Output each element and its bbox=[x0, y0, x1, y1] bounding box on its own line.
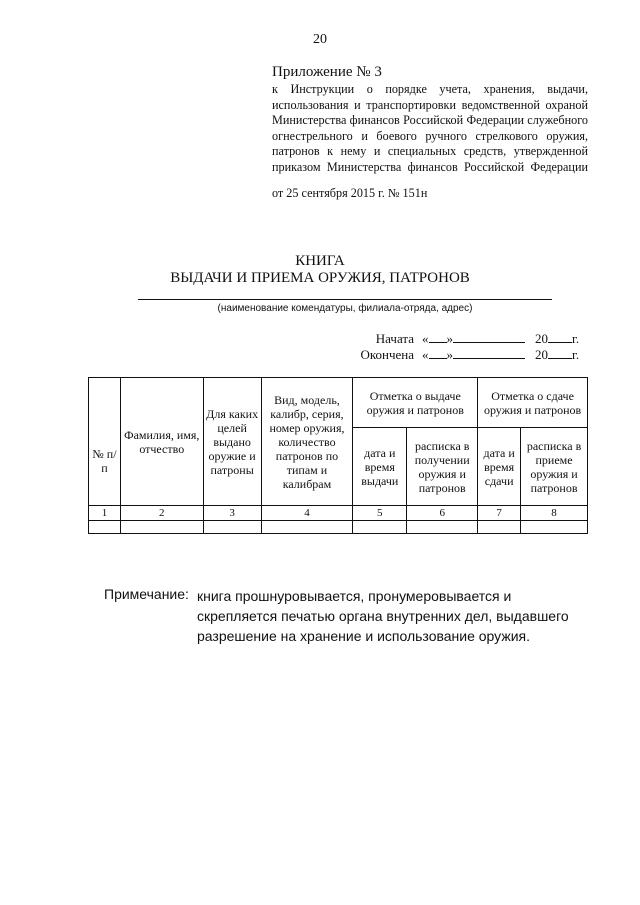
col-header-issue-datetime: дата и время выдачи bbox=[353, 428, 407, 506]
page-number: 20 bbox=[313, 32, 327, 47]
column-number: 8 bbox=[521, 506, 588, 521]
close-quote: » bbox=[446, 347, 453, 362]
col-header-name: Фамилия, имя, отчество bbox=[120, 378, 203, 506]
year-prefix: 20 bbox=[535, 331, 548, 346]
col-header-weapon: Вид, модель, калибр, серия, номер оружия, количество патронов по типам и калибрам bbox=[261, 378, 353, 506]
note-text: книга прошнуровывается, пронумеровывается и скрепляется печатью органа внутренних дел, выдавшего разрешение на хранение и использование оружия. bbox=[197, 588, 569, 644]
column-number: 4 bbox=[261, 506, 353, 521]
col-header-no: № п/п bbox=[89, 378, 121, 506]
column-number: 6 bbox=[407, 506, 478, 521]
table-cell bbox=[120, 521, 203, 534]
annex-date: от 25 сентября 2015 г. № 151н bbox=[272, 186, 428, 200]
table-cell bbox=[89, 521, 121, 534]
table-cell bbox=[407, 521, 478, 534]
table-cell bbox=[521, 521, 588, 534]
col-header-issue-receipt: расписка в получении оружия и патронов bbox=[407, 428, 478, 506]
table-cell bbox=[353, 521, 407, 534]
year-prefix: 20 bbox=[535, 347, 548, 362]
column-number: 3 bbox=[203, 506, 261, 521]
year-blank bbox=[548, 330, 572, 343]
finished-date-row bbox=[340, 346, 600, 363]
note-label: Примечание: bbox=[104, 586, 189, 602]
organization-name-line bbox=[138, 299, 552, 300]
table-cell bbox=[261, 521, 353, 534]
table-cell bbox=[478, 521, 521, 534]
column-number: 1 bbox=[89, 506, 121, 521]
col-header-purpose: Для каких целей выдано оружие и патроны bbox=[203, 378, 261, 506]
table-row bbox=[89, 521, 588, 534]
table-cell bbox=[203, 521, 261, 534]
column-number: 5 bbox=[353, 506, 407, 521]
organization-name-caption: (наименование комендатуры, филиала-отряда, адрес) bbox=[217, 303, 473, 314]
day-blank bbox=[429, 330, 447, 343]
annex-body: к Инструкции о порядке учета, хранения, выдачи, использования и транспортировки ведомственной охраной Министерства финансов Российской Федерации служебного огнестрельного и боевого ручного стрелкового оружия, патронов к нему и специальных средств, утвержденной приказом Министерства финансов Российской Федерации bbox=[272, 82, 588, 174]
book-title: КНИГА bbox=[295, 253, 345, 269]
column-number-row bbox=[89, 506, 588, 521]
group-header-return: Отметка о сдаче оружия и патронов bbox=[478, 378, 588, 428]
open-quote: « bbox=[422, 331, 429, 346]
column-number: 7 bbox=[478, 506, 521, 521]
open-quote: « bbox=[422, 347, 429, 362]
annex-title: Приложение № 3 bbox=[272, 64, 382, 80]
group-header-issue: Отметка о выдаче оружия и патронов bbox=[353, 378, 478, 428]
year-suffix: г. bbox=[572, 331, 580, 346]
journal-table bbox=[88, 377, 588, 534]
year-suffix: г. bbox=[572, 347, 580, 362]
month-blank bbox=[453, 346, 525, 359]
book-subtitle: ВЫДАЧИ И ПРИЕМА ОРУЖИЯ, ПАТРОНОВ bbox=[170, 270, 470, 286]
column-number: 2 bbox=[120, 506, 203, 521]
month-blank bbox=[453, 330, 525, 343]
started-date-row bbox=[340, 330, 600, 347]
col-header-return-datetime: дата и время сдачи bbox=[478, 428, 521, 506]
started-label: Начата bbox=[375, 331, 414, 346]
close-quote: » bbox=[446, 331, 453, 346]
finished-label: Окончена bbox=[360, 347, 414, 362]
year-blank bbox=[548, 346, 572, 359]
day-blank bbox=[429, 346, 447, 359]
col-header-return-receipt: расписка в приеме оружия и патронов bbox=[521, 428, 588, 506]
